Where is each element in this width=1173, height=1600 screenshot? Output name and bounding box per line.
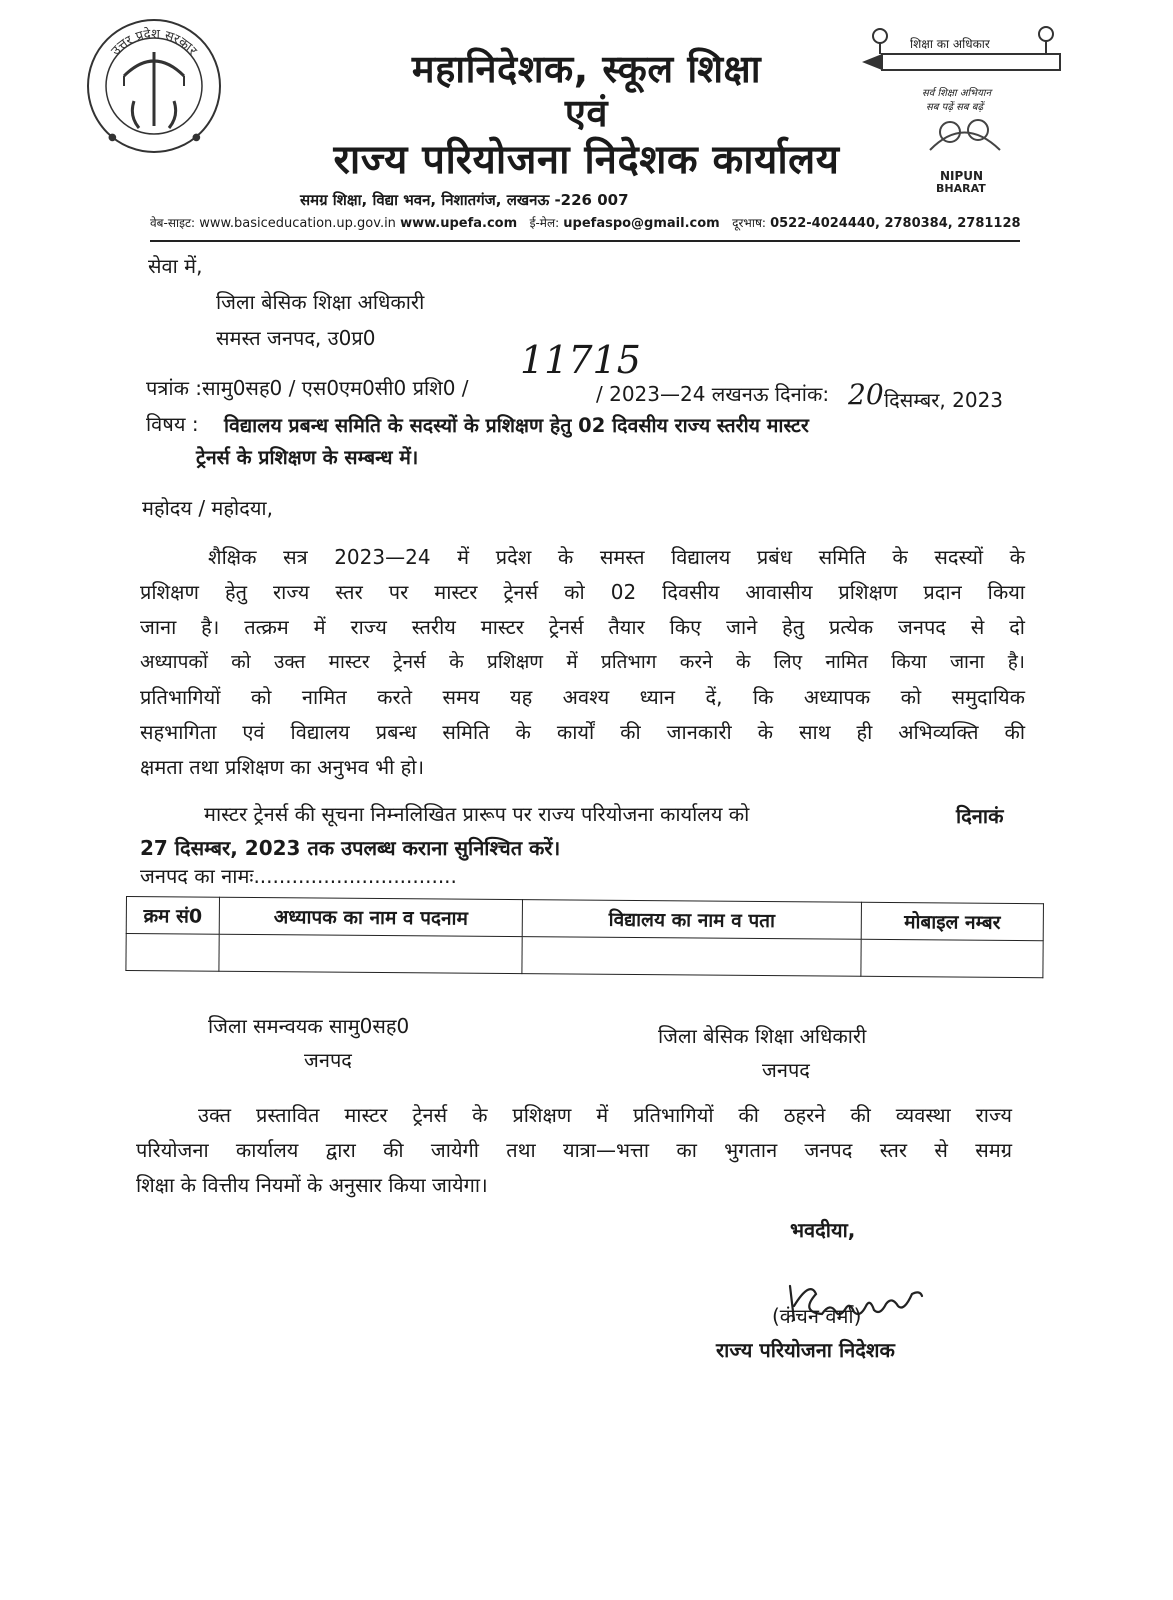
- header-title-1: महानिदेशक, स्कूल शिक्षा: [411, 47, 762, 91]
- recipient-area: समस्त जनपद, उ0प्र0: [216, 326, 376, 350]
- para1-line: सहभागिता एवं विद्यालय प्रबन्ध समिति के कार्यों की जानकारी के साथ ही अभिव्यक्ति की: [140, 720, 1025, 744]
- greeting: महोदय / महोदया,: [142, 496, 273, 520]
- para1-line: अध्यापकों को उक्त मास्टर ट्रेनर्स के प्रशिक्षण में प्रतिभाग करने के लिए नामित किया जाना है।: [140, 651, 1025, 673]
- website-1[interactable]: www.basiceducation.up.gov.in: [199, 216, 396, 231]
- seal-text: उत्तर प्रदेश सरकार: [108, 26, 200, 59]
- header-rule: [150, 240, 1020, 242]
- closing-line: उक्त प्रस्तावित मास्टर ट्रेनर्स के प्रशिक्षण में प्रतिभागियों की ठहरने की व्यवस्था राज्य: [198, 1103, 1012, 1127]
- closing-paragraph: [136, 1098, 1012, 1203]
- svg-text:●: ●: [108, 132, 117, 143]
- table-cell: [219, 934, 522, 973]
- reference-year-city: / 2023—24 लखनऊ दिनांक:: [596, 382, 830, 406]
- header-title-2: एवं: [564, 91, 609, 135]
- website-2[interactable]: www.upefa.com: [400, 216, 518, 231]
- master-trainers-form-table: [125, 896, 1044, 978]
- body-paragraph-1: [140, 540, 1025, 785]
- para1-line: प्रशिक्षण हेतु राज्य स्तर पर मास्टर ट्रेनर्स को 02 दिवसीय आवासीय प्रशिक्षण प्रदान किया: [140, 580, 1025, 604]
- website-label: वेब-साइट:: [150, 216, 196, 230]
- table-row: [126, 934, 1043, 978]
- closing-salutation: भवदीया,: [790, 1218, 856, 1242]
- table-header-cell: अध्यापक का नाम व पदनाम: [219, 897, 522, 936]
- para1-line: क्षमता तथा प्रशिक्षण का अनुभव भी हो।: [140, 755, 425, 779]
- ssa-text: सर्व शिक्षा अभियान: [922, 88, 992, 99]
- closing-line: परियोजना कार्यालय द्वारा की जायेगी तथा यात्रा—भत्ता का भुगतान जनपद स्तर से समग्र: [136, 1138, 1012, 1162]
- right-logos: [860, 20, 1070, 200]
- para2-deadline-label: दिनाकं: [956, 804, 1004, 828]
- office-address: समग्र शिक्षा, विद्या भवन, निशातगंज, लखनऊ -226 007: [300, 191, 629, 209]
- para1-line: जाना है। तत्क्रम में राज्य स्तरीय मास्टर ट्रेनर्स तैयार किए जाने हेतु प्रत्येक जनपद से दो: [140, 615, 1025, 639]
- rte-pencil-logo: [860, 20, 1070, 200]
- rte-text: शिक्षा का अधिकार: [910, 37, 990, 51]
- para1-line: शैक्षिक सत्र 2023—24 में प्रदेश के समस्त विद्यालय प्रबंध समिति के सदस्यों के: [208, 545, 1025, 569]
- signatory-designation: राज्य परियोजना निदेशक: [716, 1338, 895, 1362]
- handwritten-day: 20: [848, 378, 884, 411]
- signatory-name: (कंचन वर्मा): [772, 1304, 862, 1328]
- svg-text:●: ●: [192, 132, 201, 143]
- para1-line: प्रतिभागियों को नामित करते समय यह अवश्य ध्यान दें, कि अध्यापक को समुदायिक: [140, 685, 1025, 709]
- salutation-to: सेवा में,: [148, 254, 203, 278]
- phone-label: दूरभाष:: [732, 216, 766, 230]
- district-coordinator-place: जनपद: [304, 1048, 352, 1072]
- table-cell: [126, 934, 219, 972]
- nipun-text-1: NIPUN: [940, 169, 984, 183]
- district-coordinator-title: जिला समन्वयक सामु0सह0: [208, 1014, 410, 1038]
- closing-line: शिक्षा के वित्तीय नियमों के अनुसार किया जायेगा।: [136, 1173, 488, 1197]
- table-cell: [861, 939, 1043, 977]
- para2-deadline: 27 दिसम्बर, 2023 तक उपलब्ध कराना सुनिश्चित करें।: [140, 836, 561, 860]
- table-header-cell: मोबाइल नम्बर: [861, 902, 1043, 940]
- handwritten-letter-number: 11715: [520, 338, 641, 382]
- phone: 0522-4024440, 2780384, 2781128: [770, 216, 1021, 231]
- table-cell: [522, 937, 861, 977]
- district-name-field: जनपद का नामः................................: [140, 864, 457, 888]
- letter-date: दिसम्बर, 2023: [884, 388, 1004, 412]
- header-title-3: राज्य परियोजना निदेशक कार्यालय: [333, 137, 840, 183]
- table-header-cell: विद्यालय का नाम व पता: [522, 900, 861, 940]
- ssa-slogan: सब पढ़ें सब बढ़ें: [926, 102, 984, 113]
- nipun-text-2: BHARAT: [936, 182, 986, 195]
- bsa-place: जनपद: [762, 1058, 810, 1082]
- contact-line: [150, 214, 1021, 231]
- bsa-title: जिला बेसिक शिक्षा अधिकारी: [658, 1024, 867, 1048]
- recipient: जिला बेसिक शिक्षा अधिकारी: [216, 290, 425, 314]
- table-header-cell: क्रम सं0: [126, 897, 219, 935]
- subject-line-1: विद्यालय प्रबन्ध समिति के सदस्यों के प्रशिक्षण हेतु 02 दिवसीय राज्य स्तरीय मास्टर: [224, 414, 809, 437]
- subject-line-2: ट्रेनर्स के प्रशिक्षण के सम्बन्ध में।: [196, 446, 419, 469]
- email[interactable]: upefaspo@gmail.com: [563, 216, 720, 231]
- reference-number-label: पत्रांक :सामु0सह0 / एस0एम0सी0 प्रशि0 /: [146, 376, 469, 400]
- para2-line-1: मास्टर ट्रेनर्स की सूचना निम्नलिखित प्रारूप पर राज्य परियोजना कार्यालय को: [204, 802, 750, 826]
- subject-label: विषय :: [146, 412, 199, 436]
- email-label: ई-मेल:: [529, 216, 560, 230]
